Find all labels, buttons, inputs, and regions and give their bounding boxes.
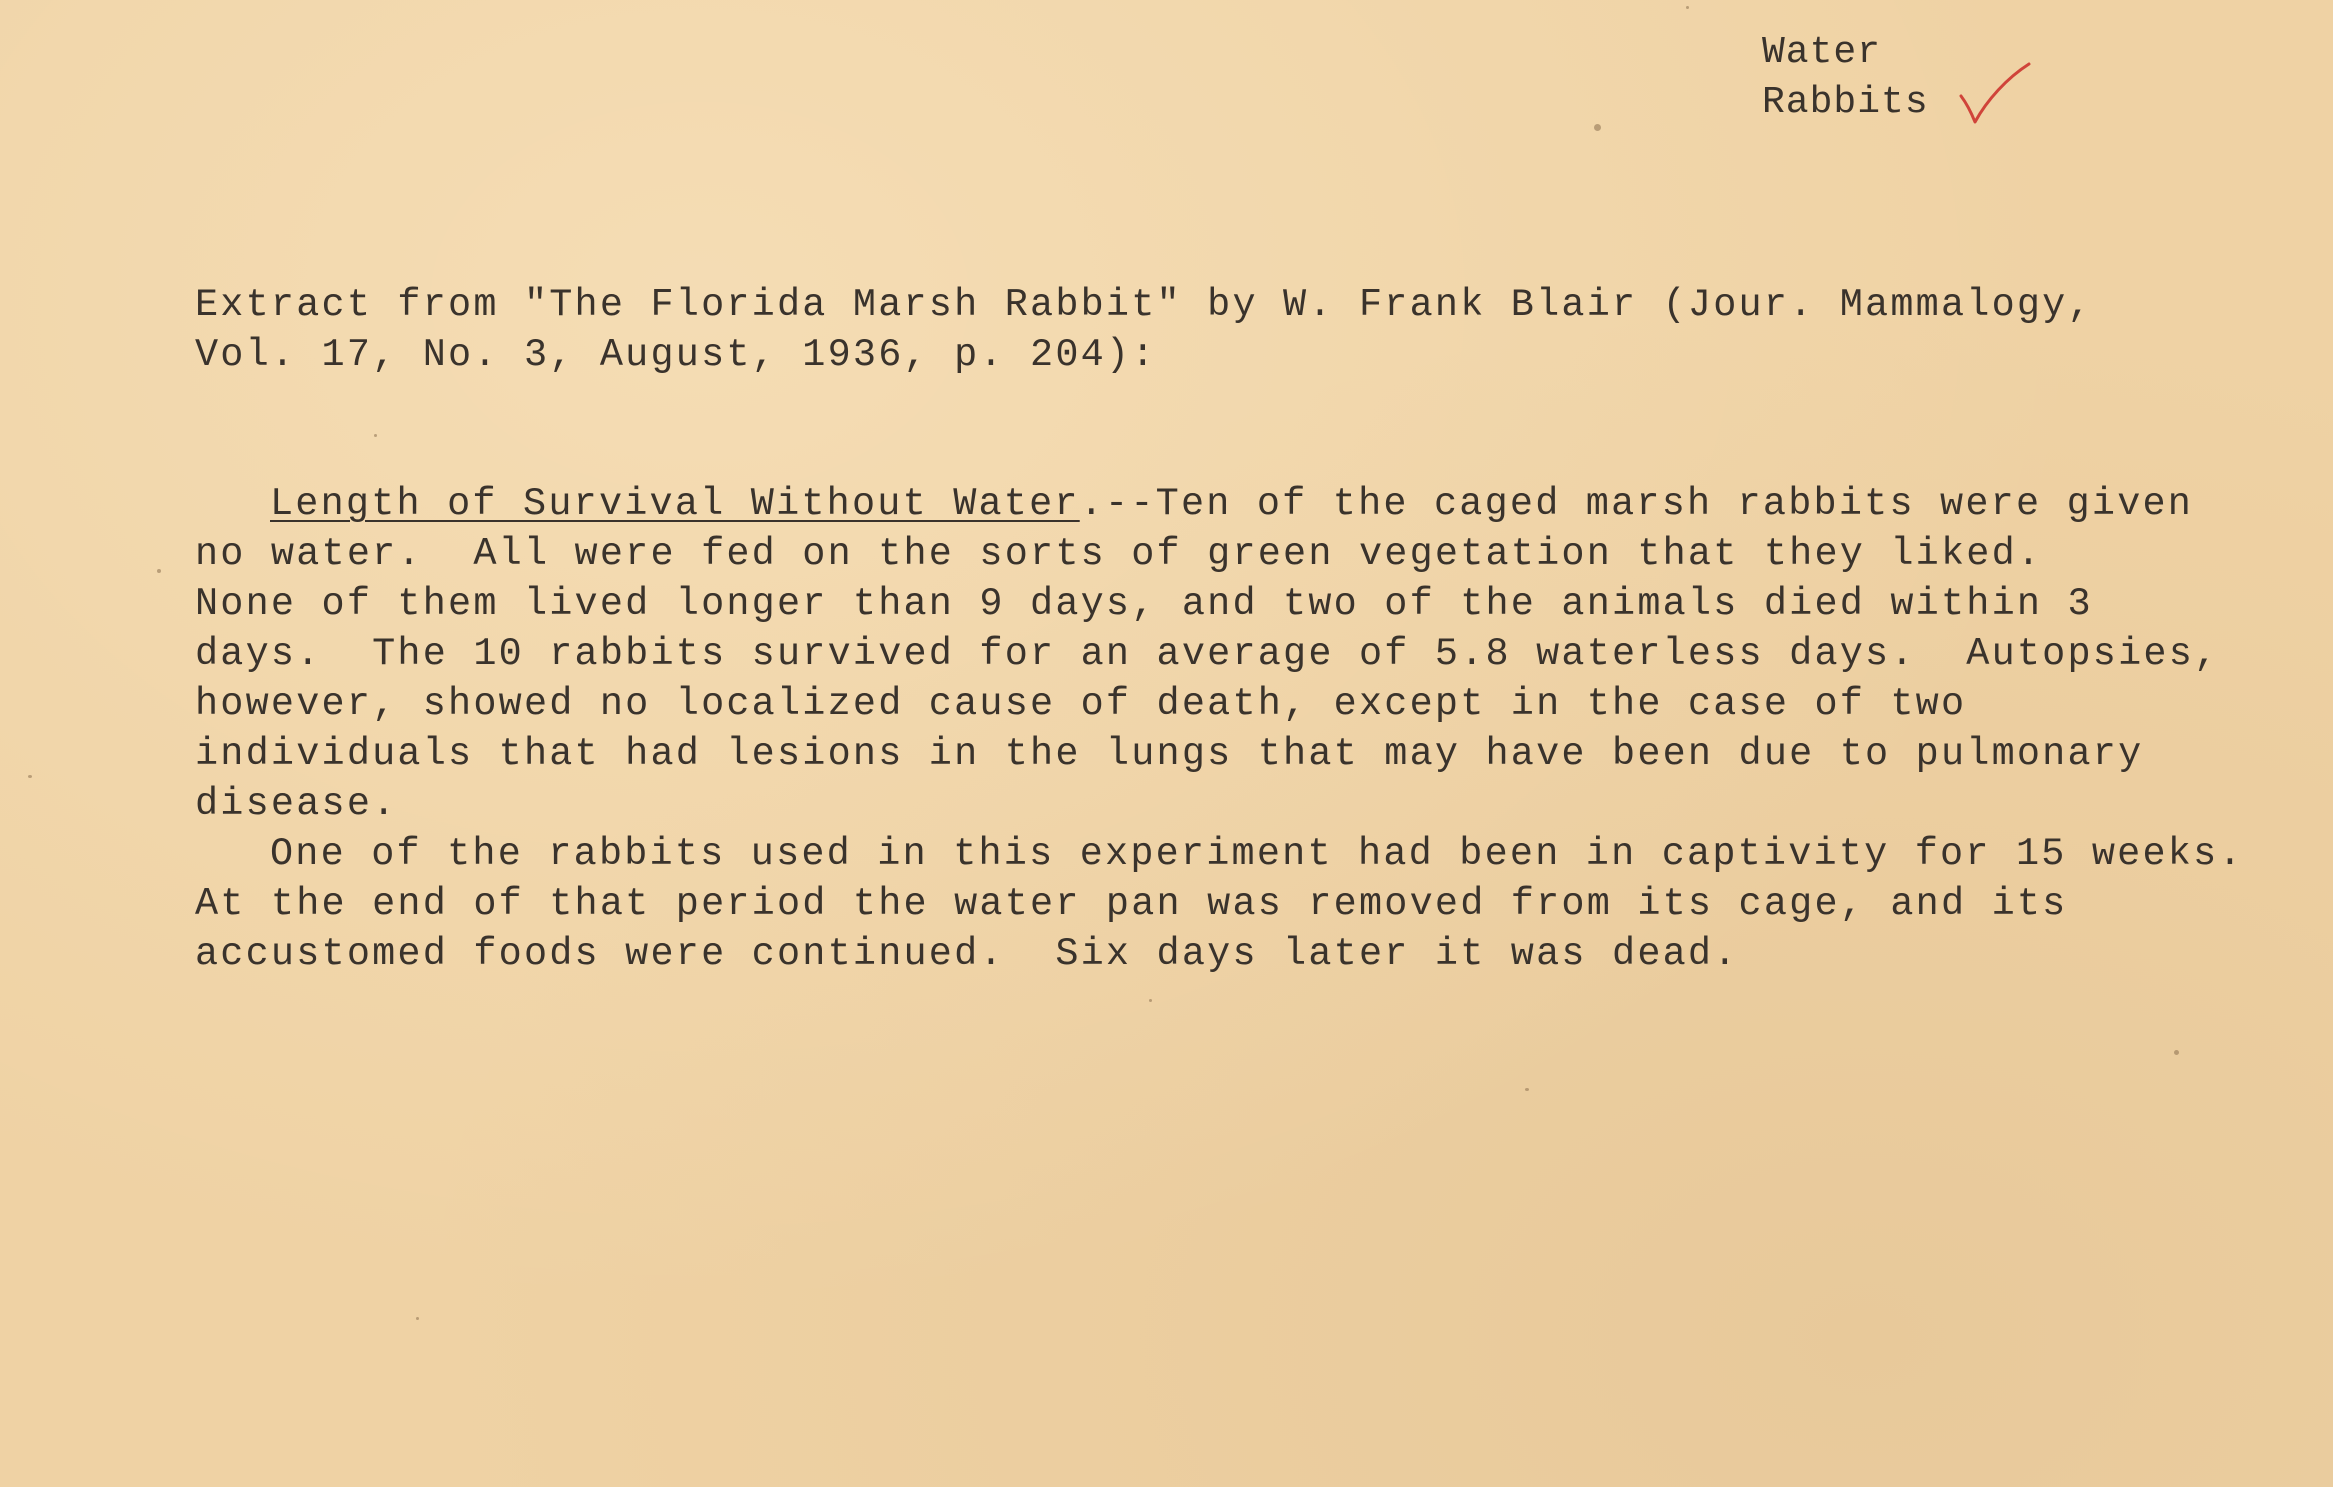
paper-speck	[28, 775, 32, 778]
paper-speck	[1525, 1088, 1529, 1091]
paragraph-1-line: None of them lived longer than 9 days, and two of the animals died within 3	[195, 582, 2093, 626]
paragraph-2-line: At the end of that period the water pan was removed from its cage, and its	[195, 882, 2068, 926]
paragraph-1-line: however, showed no localized cause of death, except in the case of two	[195, 682, 1967, 726]
paragraph-1-line: days. The 10 rabbits survived for an average of 5.8 waterless days. Autopsies,	[195, 632, 2220, 676]
paper-speck	[374, 434, 377, 437]
paper-speck	[157, 569, 161, 573]
paragraph-1-first-line	[270, 479, 2193, 529]
paper-speck	[1686, 6, 1689, 9]
section-heading: Length of Survival Without Water	[270, 482, 1080, 526]
paper-speck	[1594, 124, 1601, 131]
paper-speck	[1149, 999, 1152, 1002]
paragraph-1-first-line-text: .--Ten of the caged marsh rabbits were given	[1079, 482, 2194, 526]
check-mark-icon	[1955, 60, 2035, 130]
paragraph-1-line: individuals that had lesions in the lungs that may have been due to pulmonary	[195, 732, 2144, 776]
paragraph-1-line: no water. All were fed on the sorts of green vegetation that they liked.	[195, 532, 2043, 576]
paper-speck	[2174, 1050, 2179, 1055]
paragraph-1-line: disease.	[195, 782, 398, 826]
paragraph-2-line: accustomed foods were continued. Six days later it was dead.	[195, 932, 1739, 976]
citation-line-1: Extract from "The Florida Marsh Rabbit" by W. Frank Blair (Jour. Mammalogy,	[195, 283, 2093, 327]
subject-tag-water: Water	[1762, 31, 1882, 74]
paper-speck	[416, 1317, 419, 1320]
subject-tag-rabbits: Rabbits	[1762, 81, 1929, 124]
paragraph-2-line: One of the rabbits used in this experiment had been in captivity for 15 weeks.	[270, 832, 2244, 876]
citation-line-2: Vol. 17, No. 3, August, 1936, p. 204):	[195, 333, 1157, 377]
